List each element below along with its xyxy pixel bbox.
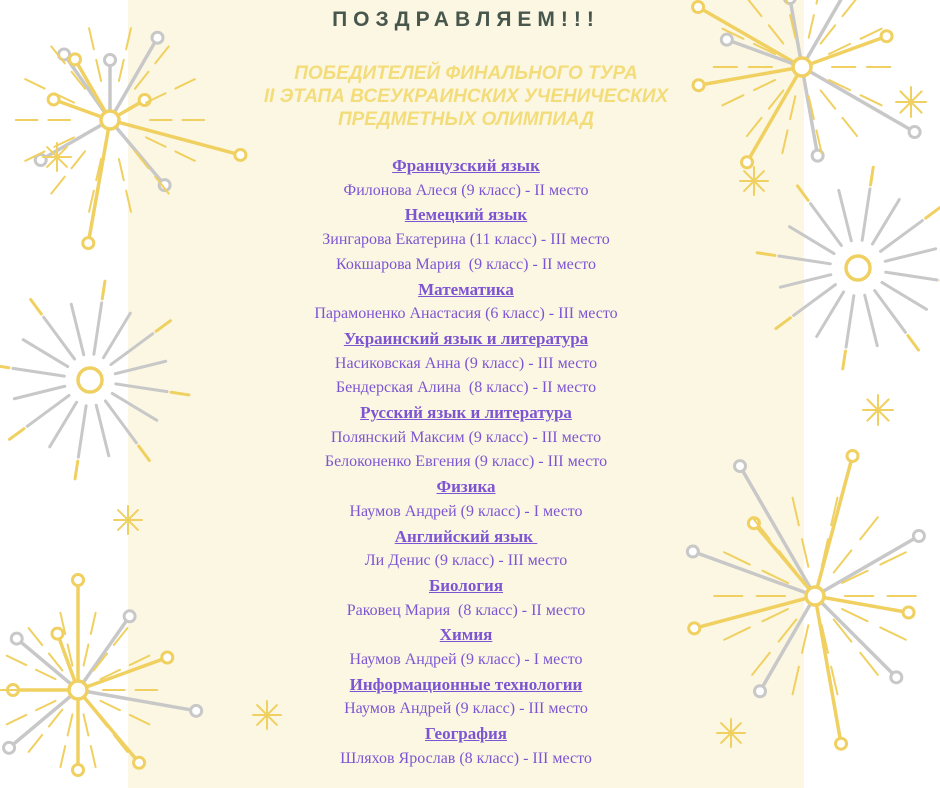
subtitle-line: ПРЕДМЕТНЫХ ОЛИМПИАД: [337, 109, 595, 130]
subject-heading: Информационные технологии: [349, 674, 583, 694]
winner-entry: Наумов Андрей (9 класс) - I место: [349, 502, 583, 520]
winner-entry: Насиковская Анна (9 класс) - III место: [334, 354, 598, 372]
subject-heading: Физика: [436, 477, 496, 497]
subject-heading: Английский язык: [394, 526, 538, 546]
subtitle: [128, 62, 804, 131]
winner-entry: Ли Денис (9 класс) - III место: [364, 552, 568, 570]
subtitle-line: II ЭТАПА ВСЕУКРАИНСКИХ УЧЕНИЧЕСКИХ: [263, 86, 669, 107]
winner-entry: Наумов Андрей (9 класс) - I место: [349, 651, 583, 669]
subtitle-line: ПОБЕДИТЕЛЕЙ ФИНАЛЬНОГО ТУРА: [294, 63, 638, 84]
winner-entry: Раковец Мария (8 класс) - II место: [346, 601, 586, 619]
winner-entry: Белоконенко Евгения (9 класс) - III место: [324, 453, 608, 471]
announcement: [128, 0, 804, 788]
winner-entry: Бендерская Алина (8 класс) - II место: [335, 379, 597, 397]
winner-entry: Шляхов Ярослав (8 класс) - III место: [340, 749, 592, 767]
subject-heading: Немецкий язык: [404, 205, 528, 225]
headline: ПОЗДРАВЛЯЕМ!!!: [332, 8, 600, 31]
winner-entry: Полянский Максим (9 класс) - III место: [330, 428, 602, 446]
subject-heading: Биология: [428, 575, 504, 595]
winner-entry: Кокшарова Мария (9 класс) - II место: [336, 255, 596, 273]
subject-heading: Французский язык: [392, 156, 540, 175]
subject-heading: География: [425, 724, 507, 744]
subject-heading: Украинский язык и литература: [343, 328, 589, 348]
subject-heading: Математика: [418, 279, 514, 299]
subject-heading: Русский язык и литература: [360, 403, 572, 423]
winner-entry: Парамоненко Анастасия (6 класс) - III место: [314, 305, 618, 323]
winner-entry: Зингарова Екатерина (11 класс) - III место: [322, 231, 610, 249]
winner-entry: Филонова Алеся (9 класс) - II место: [343, 181, 589, 199]
winner-entry: Наумов Андрей (9 класс) - III место: [344, 700, 588, 718]
subject-heading: Химия: [439, 625, 493, 645]
results-list: [128, 154, 804, 772]
